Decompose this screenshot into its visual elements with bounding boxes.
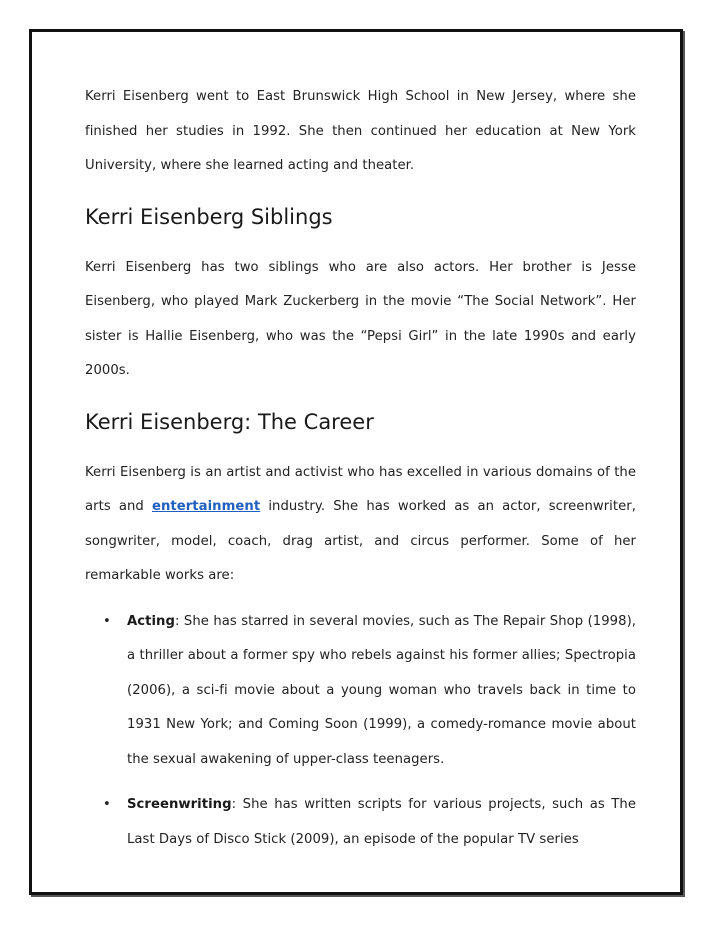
acting-term: Acting: [127, 613, 175, 629]
intro-paragraph: Kerri Eisenberg went to East Brunswick High School in New Jersey, where she finished her studies in 1992. She then continued her education at New York University, where she learned acting and theater.: [85, 89, 636, 173]
bullet-icon: •: [103, 797, 111, 812]
career-heading: Kerri Eisenberg: The Career: [85, 409, 374, 434]
document-content: [85, 80, 636, 868]
list-item-screenwriting: [85, 788, 636, 857]
screenwriting-term: Screenwriting: [127, 797, 232, 812]
list-item-acting: [85, 605, 636, 778]
career-paragraph: [85, 456, 636, 594]
entertainment-link[interactable]: entertainment: [151, 499, 261, 514]
acting-paragraph: [127, 605, 636, 778]
siblings-heading: Kerri Eisenberg Siblings: [85, 204, 333, 229]
screenwriting-paragraph: [127, 788, 636, 857]
works-list: [85, 605, 636, 858]
career-text-before-link: Kerri Eisenberg is an artist and activist who has excelled in various domains of the arts and: [85, 464, 636, 514]
career-text-after-link: industry. She has worked as an actor, screenwriter, songwriter, model, coach, drag artist, and circus performer. Some of her remarkable works are:: [85, 499, 636, 583]
acting-description: : She has starred in several movies, such as The Repair Shop (1998), a thriller about a former spy who rebels against his former allies; Spectropia (2006), a sci-fi movie about a young woman who travels back in time to 1931 New York; and Coming Soon (1999), a comedy-romance movie about the sexual awakening of upper-class teenagers.: [127, 613, 636, 767]
bullet-icon: •: [103, 613, 111, 629]
screenwriting-description: : She has written scripts for various projects, such as The Last Days of Disco Stick (2009), an episode of the popular TV series: [127, 797, 636, 847]
siblings-paragraph: Kerri Eisenberg has two siblings who are also actors. Her brother is Jesse Eisenberg, who played Mark Zuckerberg in the movie “The Social Network”. Her sister is Hallie Eisenberg, who was the “Pepsi Girl” in the late 1990s and early 2000s.: [85, 259, 636, 378]
